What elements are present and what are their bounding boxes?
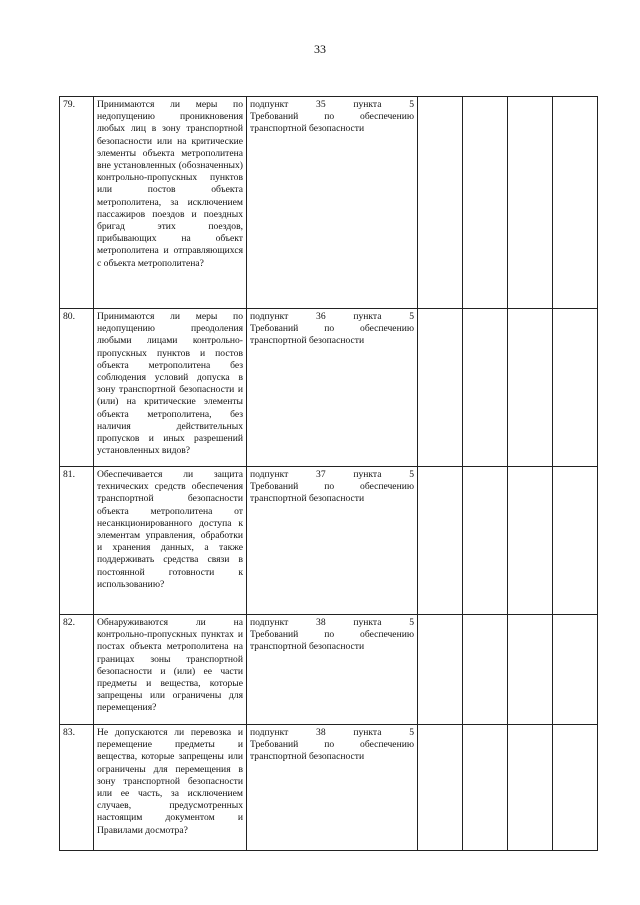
legal-basis xyxy=(247,309,418,467)
legal-basis-clause: подпункт 38 пункта 5 xyxy=(250,727,414,738)
answer-cell-no xyxy=(463,97,508,309)
answer-cell-yes xyxy=(418,97,463,309)
row-number: 80. xyxy=(60,309,94,467)
legal-basis xyxy=(247,97,418,309)
table-row xyxy=(60,97,598,309)
answer-cell-na xyxy=(508,309,553,467)
legal-basis-document: Требований по обеспечению транспортной безопасности xyxy=(250,739,414,763)
question-text: Принимаются ли меры по недопущению проникновения любых лиц в зону транспортной безопасности или на критические элементы объекта метрополитена вне установленных (обозначенных) контрольно-пропускных пунктов или постов объекта метрополитена, за исключением пассажиров поездов и поездных бригад этих поездов, прибывающих на объект метрополитена и отправляющихся с объекта метрополитена? xyxy=(94,97,247,309)
question-text: Обнаруживаются ли на контрольно-пропускных пунктах и постах объекта метрополитена на границах зоны транспортной безопасности и (или) ее части предметы и вещества, которые запрещены или ограничены для перемещения? xyxy=(94,615,247,725)
row-number: 79. xyxy=(60,97,94,309)
question-text: Обеспечивается ли защита технических средств обеспечения транспортной безопасности объекта метрополитена от несанкционированного доступа к элементам управления, обработки и хранения данных, а также поддерживать средства связи в постоянной готовности к использованию? xyxy=(94,467,247,615)
checklist-table xyxy=(59,96,598,851)
notes-cell xyxy=(553,725,598,851)
page-number: 33 xyxy=(314,42,326,56)
row-number: 82. xyxy=(60,615,94,725)
answer-cell-na xyxy=(508,615,553,725)
question-text: Принимаются ли меры по недопущению преодоления любыми лицами контрольно-пропускных пунктов и постов объекта метрополитена без соблюдения условий допуска в зону транспортной безопасности и (или) на критические элементы объекта метрополитена, без наличия действительных пропусков и иных разрешений установленных видов? xyxy=(94,309,247,467)
answer-cell-yes xyxy=(418,309,463,467)
row-number: 81. xyxy=(60,467,94,615)
answer-cell-yes xyxy=(418,467,463,615)
legal-basis-document: Требований по обеспечению транспортной безопасности xyxy=(250,111,414,135)
answer-cell-yes xyxy=(418,615,463,725)
answer-cell-na xyxy=(508,97,553,309)
row-number: 83. xyxy=(60,725,94,851)
table-row xyxy=(60,725,598,851)
legal-basis xyxy=(247,615,418,725)
legal-basis-clause: подпункт 38 пункта 5 xyxy=(250,617,414,628)
table-row xyxy=(60,309,598,467)
notes-cell xyxy=(553,615,598,725)
legal-basis-document: Требований по обеспечению транспортной безопасности xyxy=(250,323,414,347)
legal-basis xyxy=(247,725,418,851)
notes-cell xyxy=(553,97,598,309)
legal-basis-clause: подпункт 35 пункта 5 xyxy=(250,99,414,110)
answer-cell-no xyxy=(463,467,508,615)
answer-cell-no xyxy=(463,725,508,851)
legal-basis xyxy=(247,467,418,615)
answer-cell-no xyxy=(463,615,508,725)
answer-cell-no xyxy=(463,309,508,467)
notes-cell xyxy=(553,467,598,615)
legal-basis-document: Требований по обеспечению транспортной безопасности xyxy=(250,629,414,653)
answer-cell-na xyxy=(508,467,553,615)
question-text: Не допускаются ли перевозка и перемещение предметы и вещества, которые запрещены или ограничены для перемещения в зону транспортной безопасности или ее часть, за исключением случаев, предусмотренных настоящим документом и Правилами досмотра? xyxy=(94,725,247,851)
table-row xyxy=(60,467,598,615)
legal-basis-document: Требований по обеспечению транспортной безопасности xyxy=(250,481,414,505)
table-row xyxy=(60,615,598,725)
answer-cell-na xyxy=(508,725,553,851)
legal-basis-clause: подпункт 37 пункта 5 xyxy=(250,469,414,480)
legal-basis-clause: подпункт 36 пункта 5 xyxy=(250,311,414,322)
answer-cell-yes xyxy=(418,725,463,851)
notes-cell xyxy=(553,309,598,467)
